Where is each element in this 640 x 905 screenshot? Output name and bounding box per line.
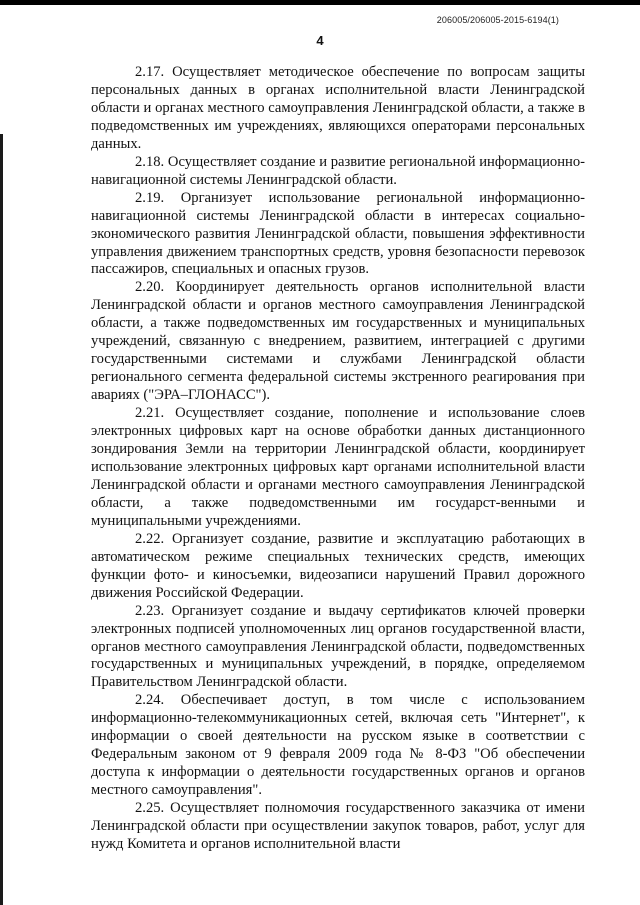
- paragraph-2-23: 2.23. Организует создание и выдачу сертификатов ключей проверки электронных подписей уполномоченных лиц органов государственной власти, органов местного самоуправления Ленинградской области, подведомственных государственных и муниципальных учреждений, в порядке, определяемом Правительством Ленинградской области.: [91, 602, 585, 691]
- document-body: [91, 64, 585, 854]
- document-id: 206005/206005-2015-6194(1): [436, 15, 559, 25]
- paragraph-2-25: 2.25. Осуществляет полномочия государственного заказчика от имени Ленинградской области при осуществлении закупок товаров, работ, услуг для нужд Комитета и органов исполнительной власти: [91, 800, 585, 852]
- page-number: 4: [316, 33, 324, 48]
- paragraph-2-20: 2.20. Координирует деятельность органов исполнительной власти Ленинградской области и органов местного самоуправления Ленинградской области, а также подведомственных им государственных и муниципальных учреждений, связанную с внедрением, развитием, интеграцией с другими государственными системами и службами Ленинградской области регионального сегмента федеральной системы экстренного реагирования при авариях ("ЭРА–ГЛОНАСС").: [91, 279, 585, 404]
- paragraph-2-18: 2.18. Осуществляет создание и развитие региональной информационно-навигационной системы Ленинградской области.: [91, 153, 585, 188]
- paragraph-2-21: 2.21. Осуществляет создание, пополнение и использование слоев электронных цифровых карт на основе обработки данных дистанционного зондирования Земли на территории Ленинградской области, координирует использование электронных цифровых карт органами исполнительной власти Ленинградской области и органами местного самоуправления Ленинградской области, а также подведомственными им государст-венными и муниципальными учреждениями.: [91, 405, 585, 529]
- scan-left-edge-mark: [0, 134, 3, 905]
- paragraph-2-17: 2.17. Осуществляет методическое обеспечение по вопросам защиты персональных данных в органах исполнительной власти Ленинградской области и органах местного самоуправления Ленинградской области, а также в подведомственных им учреждениях, являющихся операторами персональных данных.: [91, 64, 585, 152]
- paragraph-2-22: 2.22. Организует создание, развитие и эксплуатацию работающих в автоматическом режиме специальных технических средств, имеющих функции фото- и киносъемки, видеозаписи нарушений Правил дорожного движения Российской Федерации.: [91, 530, 585, 601]
- paragraph-2-19: 2.19. Организует использование региональной информационно-навигационной системы Ленинградской области в интересах социально-экономического развития Ленинградской области, повышения эффективности управления движением транспортных средств, уровня безопасности перевозок пассажиров, специальных и опасных грузов.: [91, 189, 585, 278]
- scan-top-border: [0, 0, 640, 5]
- paragraph-2-24: 2.24. Обеспечивает доступ, в том числе с использованием информационно-телекоммуникационных сетей, включая сеть "Интернет", к информации о своей деятельности на русском языке в соответствии с Федеральным законом от 9 февраля 2009 года № 8-ФЗ "Об обеспечении доступа к информации о деятельности государственных органов и органов местного самоуправления".: [91, 692, 585, 799]
